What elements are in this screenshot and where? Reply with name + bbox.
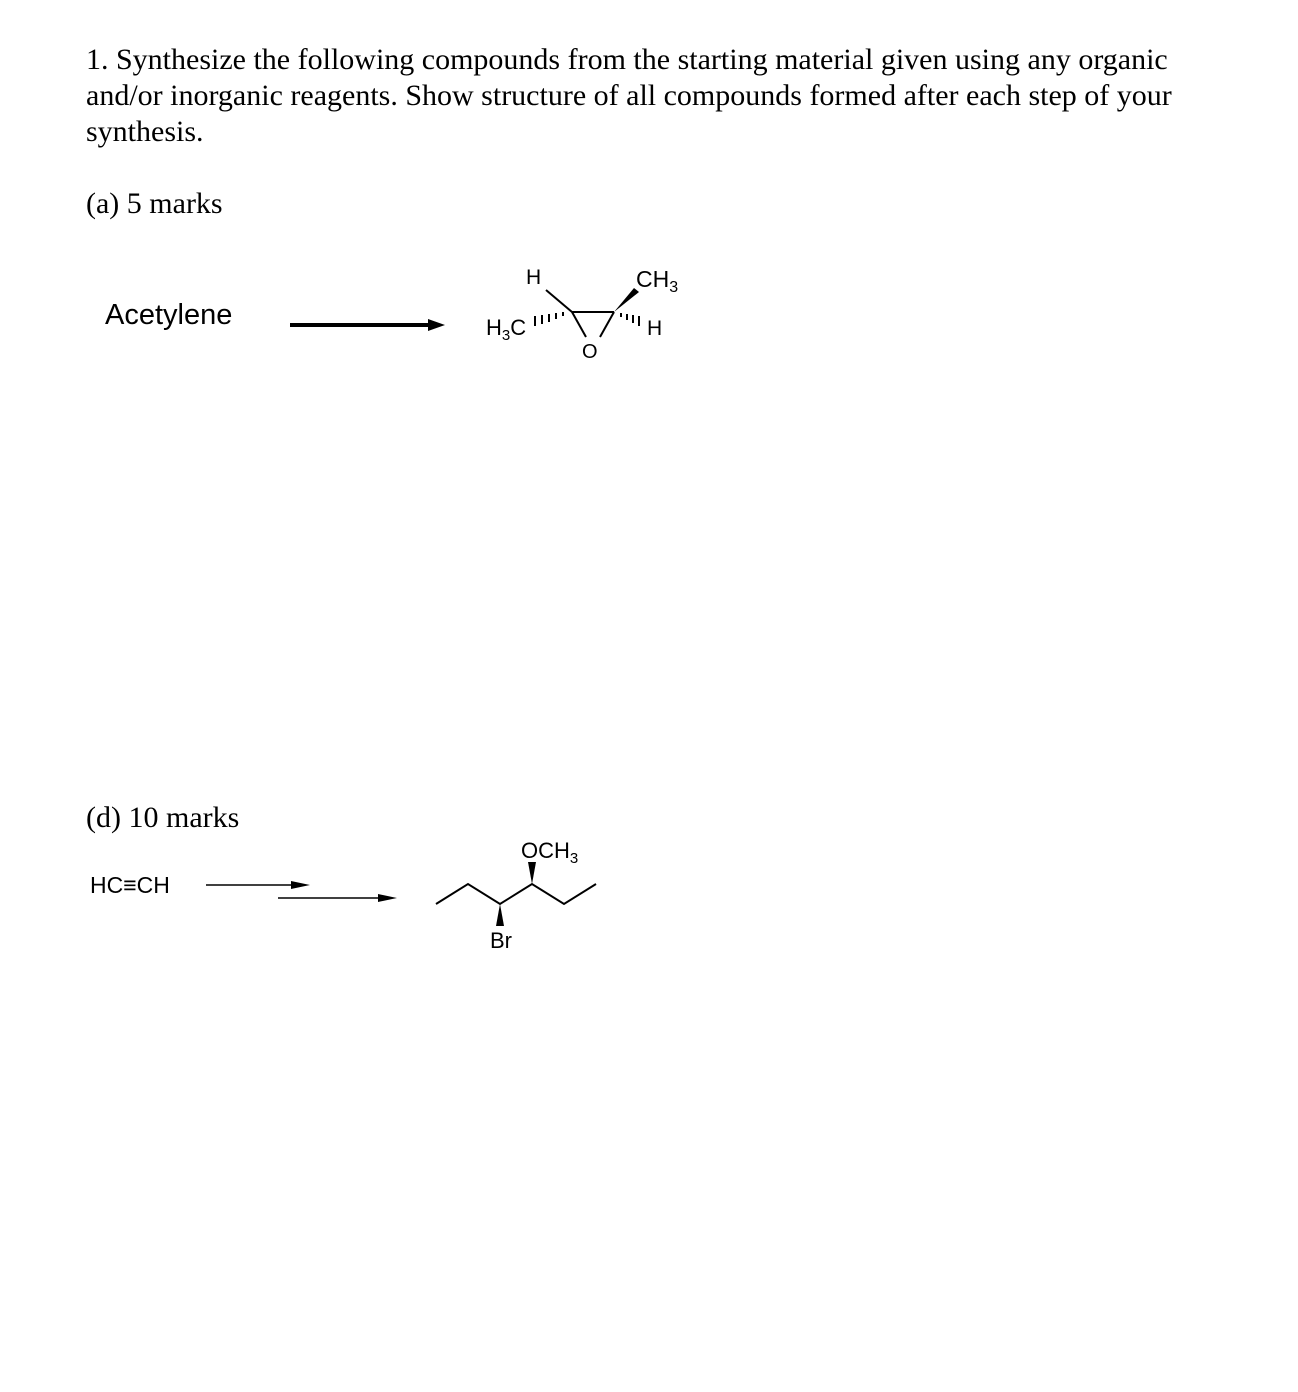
epoxide-h3c-hash xyxy=(535,312,563,326)
question-line-2: and/or inorganic reagents. Show structure of all compounds formed after each step of your xyxy=(86,79,1172,112)
part-a-starting-material: Acetylene xyxy=(105,299,233,331)
part-a-reaction-arrow xyxy=(290,319,445,331)
part-d-starting-material: HC≡CH xyxy=(90,872,170,898)
epoxide-oxygen-label: O xyxy=(582,341,598,363)
part-a-product-epoxide xyxy=(486,266,678,363)
epoxide-h3c-label xyxy=(486,315,526,344)
epoxide-ch3-top-text: CH xyxy=(636,266,670,292)
epoxide-ch3-wedge xyxy=(614,288,639,312)
product-br-wedge xyxy=(496,904,504,926)
epoxide-h-right-hash xyxy=(621,313,639,326)
part-d-label: (d) 10 marks xyxy=(86,801,240,834)
part-d-product-structure xyxy=(436,838,596,953)
part-d-reaction-arrows xyxy=(206,881,397,902)
epoxide-co-bond-right xyxy=(600,312,614,337)
epoxide-h-top-label: H xyxy=(526,266,542,289)
product-och3-text: OCH xyxy=(521,838,570,863)
product-och3-sub: 3 xyxy=(569,850,579,867)
epoxide-h-right-label: H xyxy=(647,317,663,340)
question-line-3: synthesis. xyxy=(86,115,204,148)
epoxide-ch3-top-sub: 3 xyxy=(669,279,679,296)
epoxide-co-bond-left xyxy=(572,312,586,337)
epoxide-h3c-sub: 3 xyxy=(501,327,511,344)
question-line-1: 1. Synthesize the following compounds from the starting material given using any organic xyxy=(86,43,1168,76)
product-och3-wedge xyxy=(528,862,536,884)
epoxide-ch3-top-label xyxy=(636,266,678,296)
epoxide-h3c-h: H xyxy=(486,315,502,340)
product-br-label: Br xyxy=(490,928,512,953)
epoxide-h-bond xyxy=(546,290,572,312)
product-och3-label xyxy=(521,838,578,867)
part-a-label: (a) 5 marks xyxy=(86,187,223,220)
product-carbon-chain xyxy=(436,884,596,904)
epoxide-h3c-c: C xyxy=(510,315,527,340)
